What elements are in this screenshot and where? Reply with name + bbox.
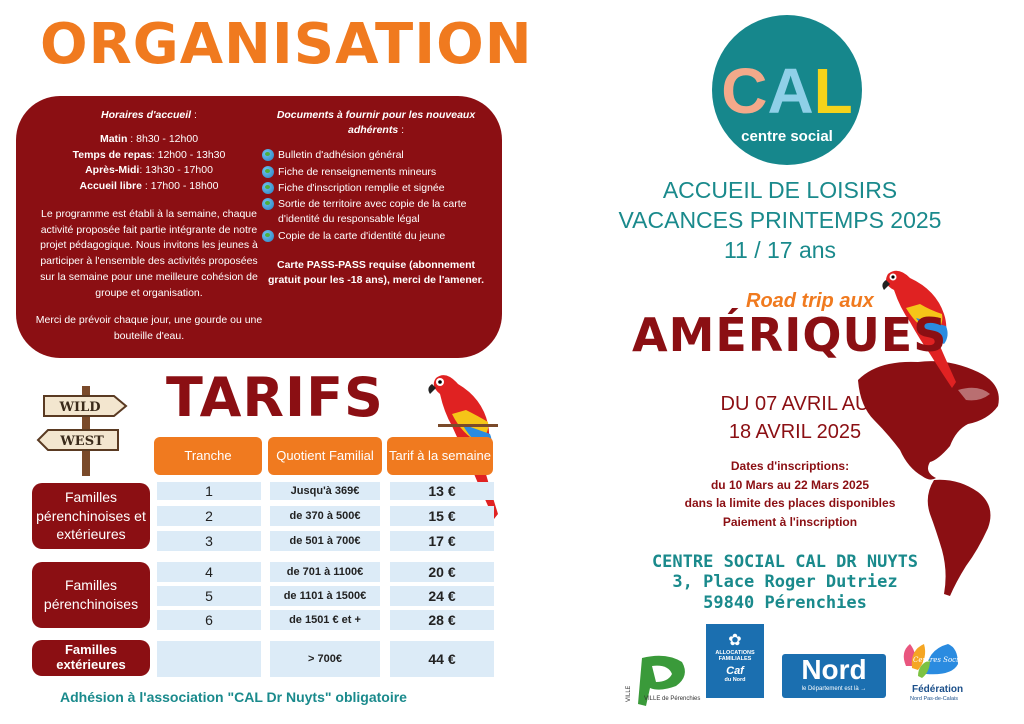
inscription-line: Paiement à l'inscription: [722, 514, 858, 529]
horaires-title-text: Horaires d'accueil: [101, 109, 192, 121]
globe-icon: [262, 149, 274, 161]
pass-pass-text: Carte PASS-PASS requise (abonnement gratuit pour les -18 ans), merci de l'amener.: [267, 258, 485, 286]
tarif-cell: 20 €: [390, 562, 494, 582]
federation-icon: [896, 636, 976, 682]
dates-line: 18 AVRIL 2025: [728, 421, 862, 443]
header-quotient: Quotient Familial: [268, 437, 382, 475]
globe-icon: [262, 198, 274, 210]
caf-line: du Nord: [724, 677, 746, 683]
tranche-cell: 1: [157, 482, 261, 500]
ville-logo-text: VILLE de Pérenchies: [644, 696, 701, 702]
cal-logo: [712, 15, 862, 165]
globe-icon: [262, 182, 274, 194]
inscription-line: du 10 Mars au 22 Mars 2025: [710, 477, 870, 492]
sign-wild-text: WILD: [59, 400, 101, 415]
tranche-cell: 3: [157, 531, 261, 551]
adhesion-text: Adhésion à l'association "CAL Dr Nuyts" obligatoire: [60, 689, 407, 705]
caf-family-icon: ✿: [728, 632, 742, 649]
ville-perenchies-logo: [616, 648, 701, 708]
horaires-title: [34, 108, 264, 124]
federation-subtitle: Nord Pas-de-Calais: [910, 696, 958, 702]
tarif-cell: 17 €: [390, 531, 494, 551]
tranche-cell: 5: [157, 586, 261, 606]
cal-logo-subtitle: centre social: [741, 128, 833, 145]
federation-script-text: Centres Sociaux: [913, 656, 971, 664]
header-tranche: Tranche: [154, 437, 262, 475]
cal-letters-text: CAL: [721, 55, 853, 127]
organisation-title: ORGANISATION: [40, 12, 533, 77]
caf-line: ALLOCATIONS: [715, 650, 755, 656]
nord-logo-subtitle: le Département est là →: [801, 686, 867, 692]
quotient-cell: de 370 à 500€: [270, 506, 380, 526]
documents-title: Documents à fournir pour les nouveaux adhérents :: [276, 109, 476, 137]
accueil-line: VACANCES PRINTEMPS 2025: [618, 206, 942, 233]
roadtrip-text: Road trip aux: [746, 290, 874, 312]
horaires-title-colon: :: [191, 109, 197, 121]
tranche-cell: 2: [157, 506, 261, 526]
programme-text: Le programme est établi à la semaine, chaque activité proposée fait partie intégrante de notre projet pédagogique. Nous invitons les jeunes à participer à l'ensemble des activités proposées sur la semaine pour une meilleure cohésion de groupe et organisation.: [40, 207, 258, 299]
dates-line: DU 07 AVRIL AU: [720, 393, 870, 415]
quotient-cell: Jusqu'à 369€: [270, 482, 380, 500]
caf-logo: [706, 624, 764, 698]
category-exterieures: Familles extérieures: [32, 640, 150, 676]
tranche-cell: [157, 641, 261, 677]
tranche-cell: 4: [157, 562, 261, 582]
caf-line: FAMILIALES: [718, 656, 752, 662]
accueil-block: [580, 176, 980, 266]
tarif-cell: 13 €: [390, 482, 494, 500]
ameriques-title: AMÉRIQUES: [632, 308, 948, 362]
nord-logo-text: Nord: [801, 654, 867, 685]
tarif-cell: 15 €: [390, 506, 494, 526]
horaire-row: Temps de repas: 12h00 - 13h30: [72, 148, 226, 161]
federation-logo: [896, 636, 976, 704]
caf-line: Caf: [726, 665, 744, 677]
federation-text: Fédération: [912, 684, 964, 695]
nord-logo: [782, 654, 886, 698]
tarifs-title: TARIFS: [166, 366, 384, 429]
documents-column: [262, 108, 490, 288]
document-item: Fiche de renseignements mineurs: [262, 165, 490, 180]
quotient-cell: de 701 à 1100€: [270, 562, 380, 582]
category-perenchinoises: Familles pérenchinoises: [32, 562, 150, 628]
wild-west-sign-icon: [36, 378, 136, 478]
gourde-text: Merci de prévoir chaque jour, une gourde ou une bouteille d'eau.: [35, 314, 263, 342]
tarif-cell: 28 €: [390, 610, 494, 630]
tarif-cell: 24 €: [390, 586, 494, 606]
quotient-cell: de 501 à 700€: [270, 531, 380, 551]
document-item: Bulletin d'adhésion général: [262, 148, 490, 163]
document-item: Copie de la carte d'identité du jeune: [262, 229, 490, 244]
quotient-cell: de 1501 € et +: [270, 610, 380, 630]
accueil-line: 11 / 17 ans: [723, 236, 837, 263]
document-item: Sortie de territoire avec copie de la carte d'identité du responsable légal: [262, 197, 490, 227]
cal-logo-letters: [712, 15, 862, 165]
document-item: Fiche d'inscription remplie et signée: [262, 181, 490, 196]
inscription-line: Dates d'inscriptions:: [730, 459, 850, 473]
tarif-cell: 44 €: [390, 641, 494, 677]
svg-text:VILLE: VILLE: [625, 685, 632, 702]
centre-city: 59840 Pérenchies: [703, 592, 867, 613]
inscriptions-block: [630, 457, 950, 531]
horaire-row: Matin : 8h30 - 12h00: [99, 132, 199, 145]
centre-block: [600, 552, 970, 613]
header-tarif: Tarif à la semaine: [387, 437, 493, 475]
quotient-cell: > 700€: [270, 641, 380, 677]
horaires-column: [34, 108, 264, 345]
accueil-line: ACCUEIL DE LOISIRS: [662, 177, 898, 203]
inscription-line: dans la limite des places disponibles: [684, 496, 896, 511]
centre-address: 3, Place Roger Dutriez: [672, 572, 898, 593]
globe-icon: [262, 230, 274, 242]
centre-name: CENTRE SOCIAL CAL DR NUYTS: [651, 552, 919, 572]
dates-block: [640, 390, 950, 446]
horaire-row: Après-Midi: 13h30 - 17h00: [85, 164, 213, 177]
horaire-row: Accueil libre : 17h00 - 18h00: [79, 180, 219, 192]
category-perenchinoises-exterieures: Familles pérenchinoises et extérieures: [32, 483, 150, 549]
sign-west-text: WEST: [60, 434, 104, 449]
globe-icon: [262, 166, 274, 178]
quotient-cell: de 1101 à 1500€: [270, 586, 380, 606]
tranche-cell: 6: [157, 610, 261, 630]
organisation-panel: [16, 96, 502, 358]
